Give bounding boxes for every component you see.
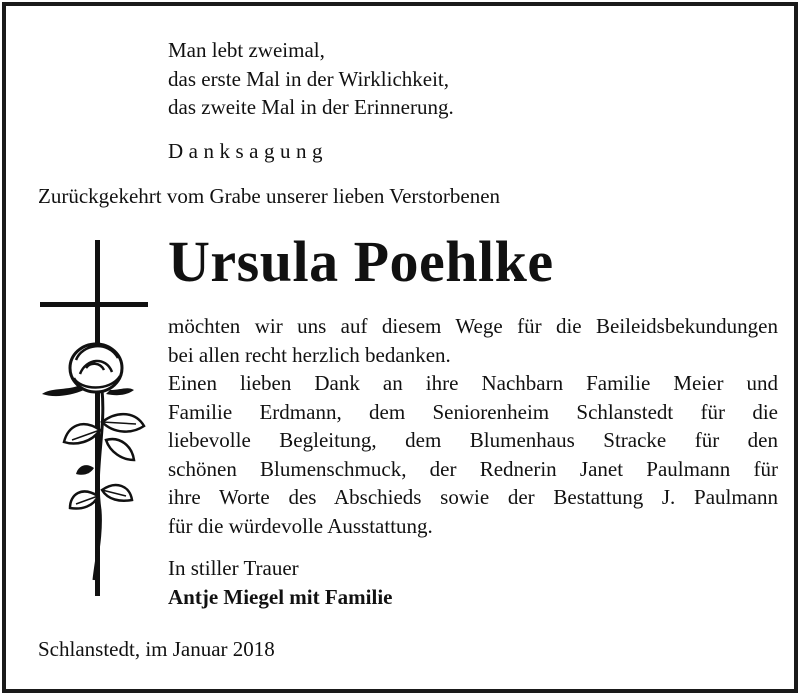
intro-line: Zurückgekehrt vom Grabe unserer lieben Verstorbenen: [38, 184, 501, 208]
body-line-1: möchten wir uns auf diesem Wege für die Beileidsbekundungen: [168, 314, 778, 338]
motto-line-3: das zweite Mal in der Erinnerung.: [168, 95, 454, 119]
motto: [168, 36, 454, 122]
closing-block: [168, 554, 393, 611]
body-line-6: schönen Blumenschmuck, der Rednerin Janet Paulmann für: [168, 456, 778, 481]
motto-line-1: Man lebt zweimal,: [168, 38, 325, 62]
rose-icon: [42, 344, 144, 581]
body-line-7: ihre Worte des Abschieds sowie der Bestattung J. Paulmann: [168, 485, 778, 509]
body-line-3: Einen lieben Dank an ihre Nachbarn Familie Meier und: [168, 371, 778, 395]
signer-name: Antje Miegel mit Familie: [168, 584, 393, 609]
heading-danksagung: Danksagung: [168, 139, 328, 163]
place-date: Schlanstedt, im Januar 2018: [38, 637, 275, 661]
body-line-8: für die würdevolle Ausstattung.: [168, 513, 433, 538]
motto-line-2: das erste Mal in der Wirklichkeit,: [168, 66, 450, 91]
body-line-2: bei allen recht herzlich bedanken.: [168, 342, 451, 367]
body-line-4: Familie Erdmann, dem Seniorenheim Schlanstedt für die: [168, 399, 778, 424]
closing-phrase: In stiller Trauer: [168, 556, 299, 580]
obituary-frame: [2, 2, 798, 693]
thanks-body: [168, 312, 778, 540]
deceased-name: Ursula Poehlke: [168, 229, 554, 294]
body-line-5: liebevolle Begleitung, dem Blumenhaus Stracke für den: [168, 428, 778, 452]
cross-icon: [36, 240, 166, 600]
